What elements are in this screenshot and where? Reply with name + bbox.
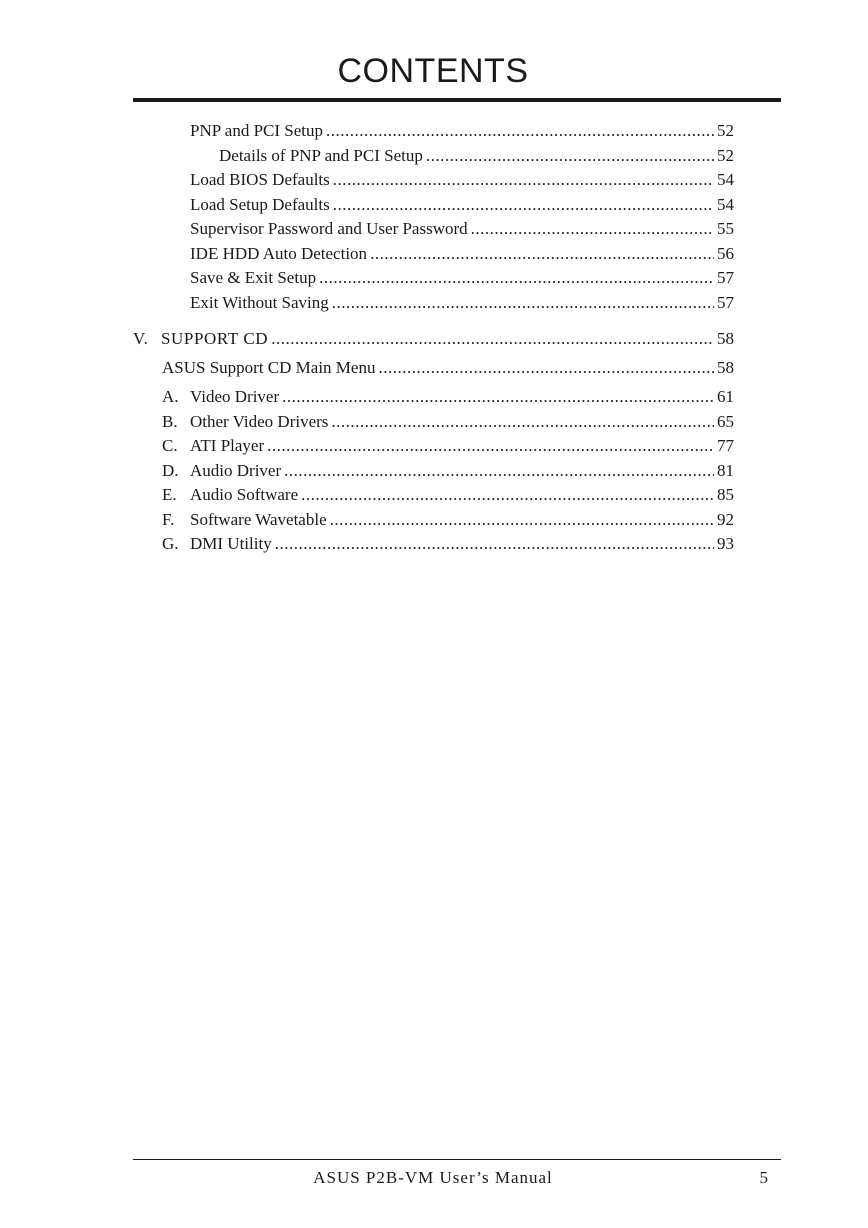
toc-entry-label: Software Wavetable (190, 509, 327, 529)
toc-entry-label: Supervisor Password and User Password (190, 219, 468, 238)
toc-entry-save-exit-setup[interactable] (190, 267, 734, 289)
toc-entry-label: Load BIOS Defaults (190, 170, 330, 189)
toc-entry-support-cd-main-menu[interactable] (162, 357, 734, 379)
toc-entry-label: IDE HDD Auto Detection (190, 243, 368, 263)
dot-leader (333, 169, 714, 191)
toc-entry-page: 55 (717, 219, 734, 238)
toc-entry-page: 65 (717, 411, 734, 431)
toc-entry-label: Exit Without Saving (190, 292, 329, 312)
toc-entry-page: 57 (717, 268, 734, 287)
dot-leader (333, 194, 714, 216)
dot-leader (331, 411, 714, 433)
toc-entry-video-driver[interactable] (162, 386, 734, 408)
toc-entry-page: 58 (717, 329, 734, 348)
toc-entry-label: ATI Player (190, 436, 265, 455)
toc-entry-page: 61 (717, 387, 734, 406)
toc-entry-number: E. (162, 485, 177, 504)
toc-entry-details-pnp-pci[interactable] (219, 145, 734, 167)
dot-leader (370, 243, 714, 265)
toc-entry-label: Load Setup Defaults (190, 194, 330, 214)
toc-entry-label: Other Video Drivers (190, 411, 329, 431)
toc-entry-dmi-utility[interactable] (162, 533, 734, 555)
toc-entry-label: Video Driver (190, 387, 280, 406)
dot-leader (271, 328, 714, 350)
toc-entry-number: A. (162, 387, 179, 406)
toc-entry-page: 93 (717, 534, 734, 553)
dot-leader (319, 267, 714, 289)
footer-manual-title: ASUS P2B-VM User’s Manual (313, 1168, 553, 1187)
toc-entry-load-setup-defaults[interactable] (190, 194, 734, 216)
toc-entry-label: PNP and PCI Setup (190, 121, 324, 140)
title-rule (133, 98, 781, 102)
toc-entry-page: 57 (717, 292, 734, 312)
toc-entry-page: 85 (717, 485, 734, 504)
dot-leader (326, 120, 714, 142)
dot-leader (284, 460, 714, 482)
toc-entry-page: 54 (717, 194, 734, 214)
toc-entry-page: 52 (717, 145, 734, 165)
toc-entry-label: Save & Exit Setup (190, 268, 317, 287)
toc-entry-label: SUPPORT CD (161, 329, 269, 348)
footer-page-number: 5 (759, 1168, 768, 1187)
toc-entry-pnp-pci-setup[interactable] (190, 120, 734, 142)
dot-leader (426, 145, 714, 167)
toc-entry-number: B. (162, 411, 178, 431)
toc-entry-number: F. (162, 509, 175, 529)
toc-entry-ide-hdd-auto-detection[interactable] (190, 243, 734, 265)
toc-entry-ati-player[interactable] (162, 435, 734, 457)
dot-leader (471, 218, 714, 240)
dot-leader (275, 533, 714, 555)
toc-chapter-support-cd[interactable] (133, 328, 734, 350)
toc-entry-label: Audio Driver (190, 460, 282, 480)
dot-leader (330, 509, 714, 531)
toc-entry-exit-without-saving[interactable] (190, 292, 734, 314)
toc-entry-other-video-drivers[interactable] (162, 411, 734, 433)
dot-leader (282, 386, 714, 408)
toc-entry-software-wavetable[interactable] (162, 509, 734, 531)
toc-entry-number: V. (133, 329, 149, 348)
toc-entry-page: 54 (717, 170, 734, 189)
toc-entry-supervisor-password[interactable] (190, 218, 734, 240)
toc-entry-label: Audio Software (190, 485, 299, 504)
page-title: CONTENTS (337, 52, 529, 90)
toc-entry-page: 52 (717, 121, 734, 140)
toc-entry-number: G. (162, 534, 179, 553)
toc-entry-label: Details of PNP and PCI Setup (219, 145, 423, 165)
toc-entry-number: D. (162, 460, 179, 480)
dot-leader (378, 357, 714, 379)
toc-entry-audio-software[interactable] (162, 484, 734, 506)
dot-leader (301, 484, 714, 506)
toc-entry-load-bios-defaults[interactable] (190, 169, 734, 191)
toc-entry-label: ASUS Support CD Main Menu (162, 358, 376, 377)
toc-entry-page: 77 (717, 436, 734, 455)
footer-rule (133, 1159, 781, 1160)
toc-entry-label: DMI Utility (190, 534, 272, 553)
toc-entry-page: 92 (717, 509, 734, 529)
toc-entry-audio-driver[interactable] (162, 460, 734, 482)
toc-entry-page: 81 (717, 460, 734, 480)
dot-leader (332, 292, 714, 314)
toc-entry-number: C. (162, 436, 178, 455)
dot-leader (267, 435, 714, 457)
toc-entry-page: 58 (717, 358, 734, 377)
toc-entry-page: 56 (717, 243, 734, 263)
